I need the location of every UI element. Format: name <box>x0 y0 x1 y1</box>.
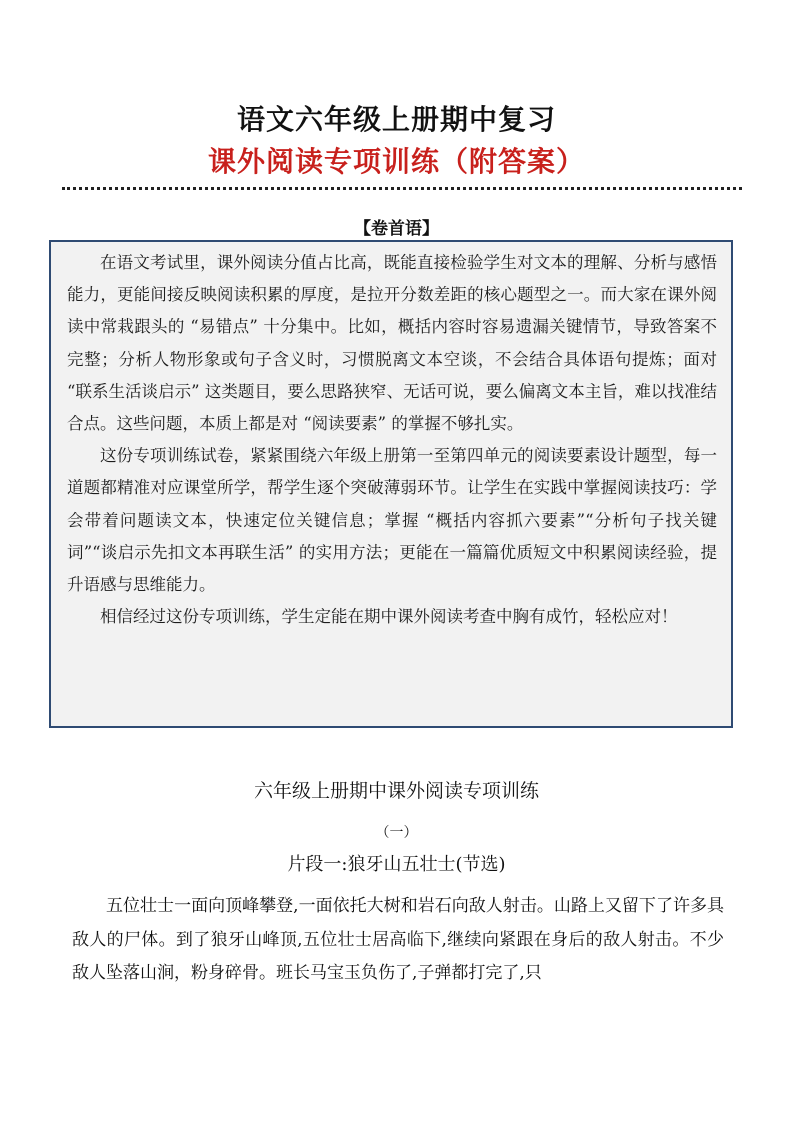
preface-paragraph-3: 相信经过这份专项训练，学生定能在期中课外阅读考查中胸有成竹，轻松应对！ <box>100 607 678 627</box>
fragment-title: 片段一:狼牙山五壮士(节选) <box>287 854 506 875</box>
preface-box <box>49 240 733 728</box>
document-subtitle: 课外阅读专项训练（附答案） <box>207 145 585 178</box>
preface-label: 【卷首语】 <box>354 219 439 239</box>
preface-paragraph-2: 这份专项训练试卷，紧紧围绕六年级上册第一至第四单元的阅读要素设计题型，每一道题都精准对应课堂所学，帮学生逐个突破薄弱环节。让学生在实践中掌握阅读技巧：学会带着问题读文本，快速定位关键信息；掌握 “概括内容抓六要素”“分析句子找关键词”“谈启示先扣文本再联生活” 的实用方法；更能在一篇篇优质短文中积累阅读经验，提升语感与思维能力。 <box>67 446 717 595</box>
section-title: 六年级上册期中课外阅读专项训练 <box>253 780 539 802</box>
preface-paragraph-1: 在语文考试里，课外阅读分值占比高，既能直接检验学生对文本的理解、分析与感悟能力，更能间接反映阅读积累的厚度，是拉开分数差距的核心题型之一。而大家在课外阅读中常栽跟头的 “易错点” 十分集中。比如，概括内容时容易遗漏关键情节，导致答案不完整；分析人物形象或句子含义时，习惯脱离文本空谈，不会结合具体语句提炼；面对 “联系生活谈启示” 这类题目，要么思路狭窄、无话可说，要么偏离文本主旨，难以找准结合点。这些问题，本质上都是对 “阅读要素” 的掌握不够扎实。 <box>67 253 717 434</box>
part-number: （一） <box>375 825 418 841</box>
dotted-divider <box>62 187 742 190</box>
reading-passage: 五位壮士一面向顶峰攀登,一面依托大树和岩石向敌人射击。山路上又留下了许多具敌人的尸体。到了狼牙山峰顶,五位壮士居高临下,继续向紧跟在身后的敌人射击。不少敌人坠落山涧，粉身碎骨。班长马宝玉负伤了,子弹都打完了,只 <box>72 896 724 983</box>
document-title: 语文六年级上册期中复习 <box>236 103 556 136</box>
